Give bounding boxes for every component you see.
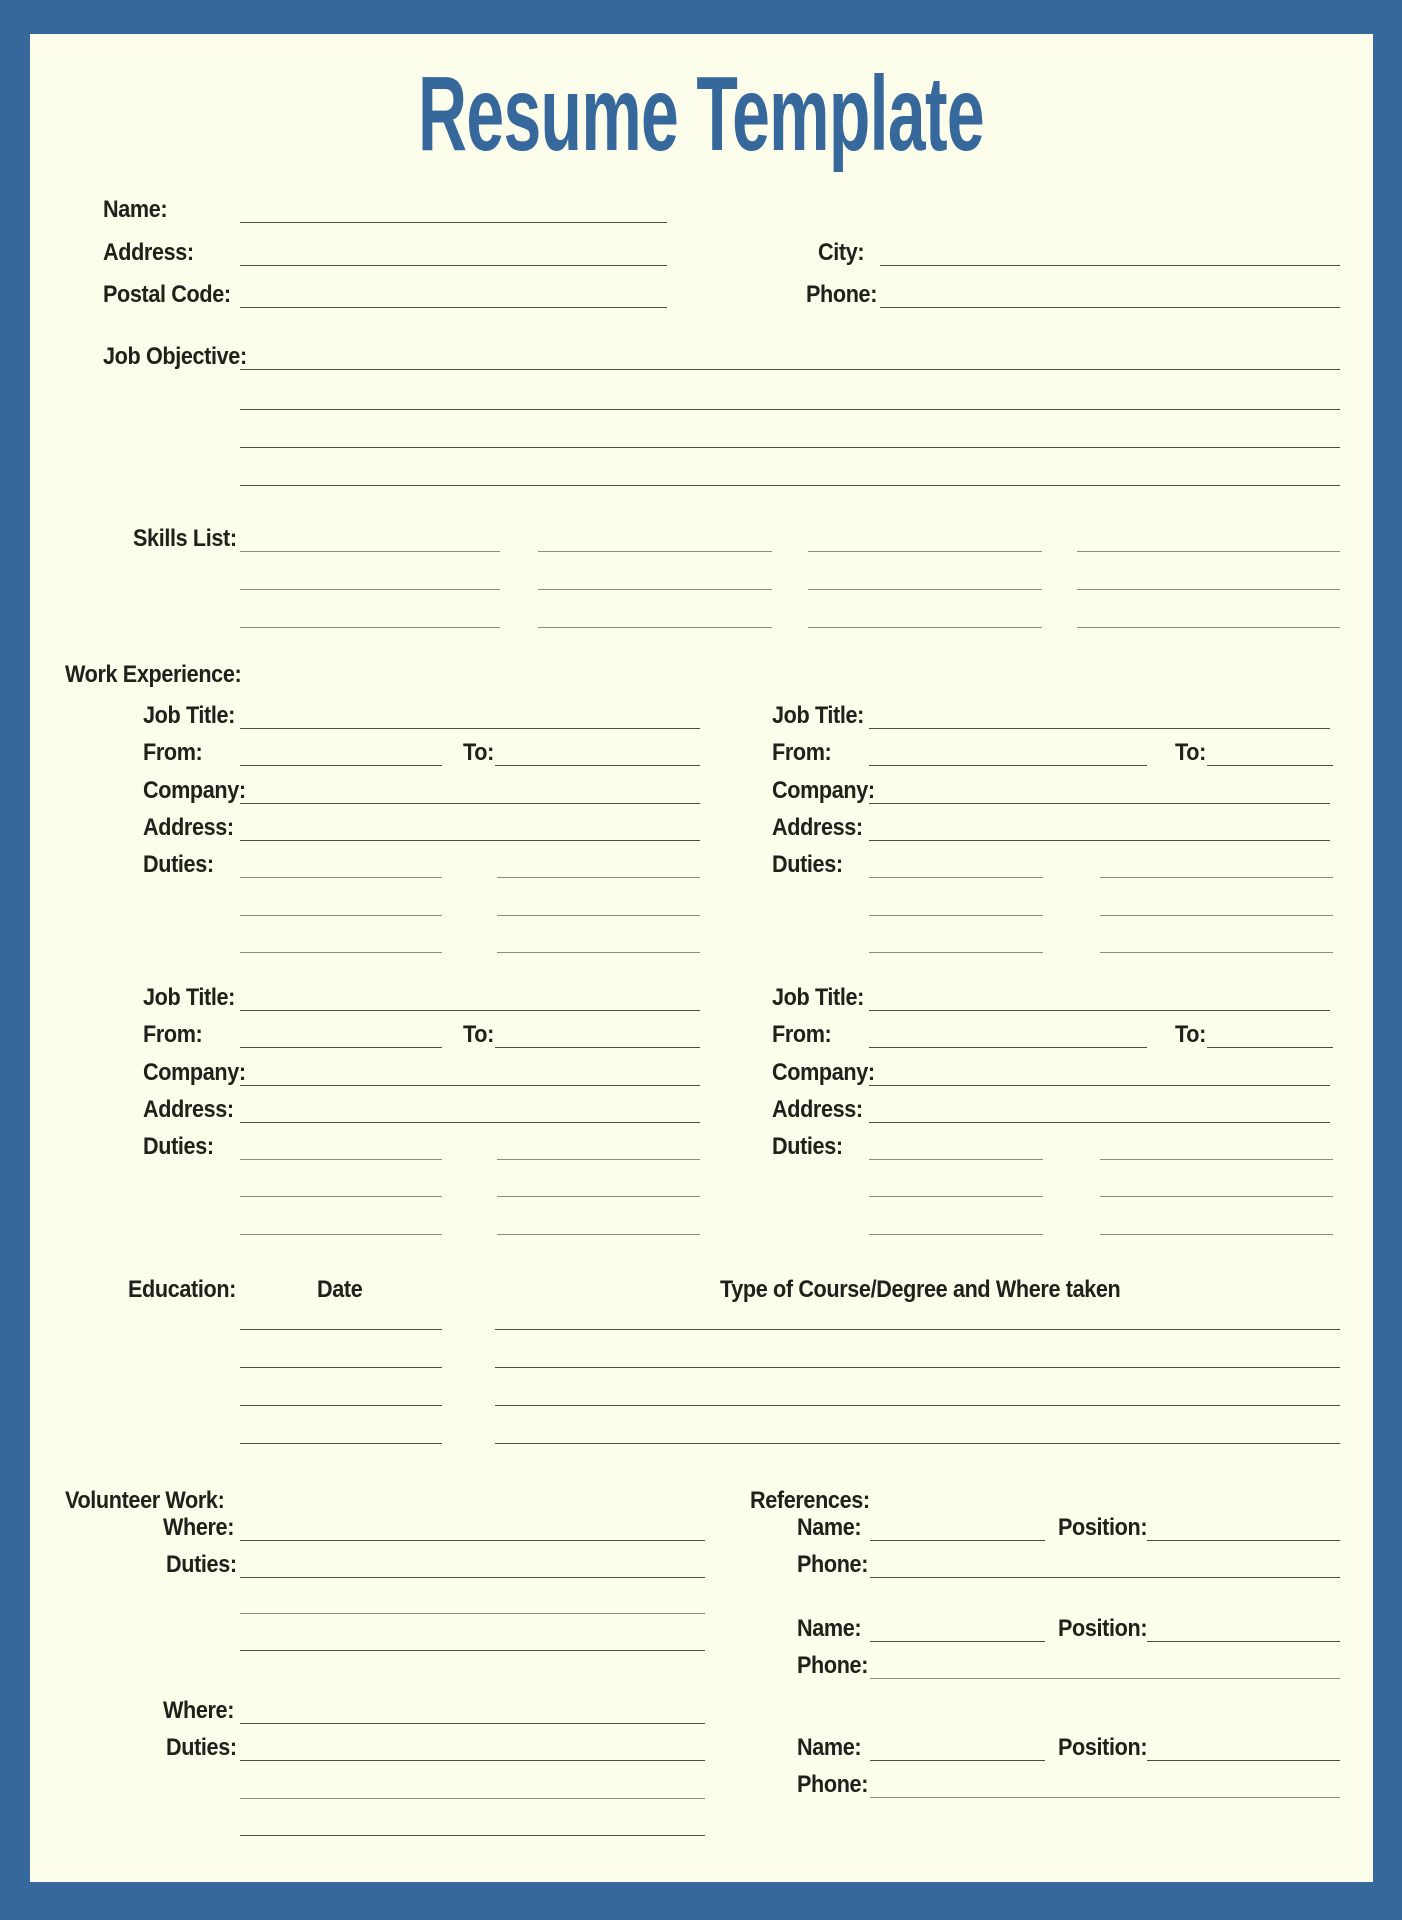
name-line bbox=[240, 222, 667, 223]
duties-line bbox=[1100, 877, 1333, 878]
reference-name-line bbox=[870, 1641, 1045, 1642]
duties-line bbox=[497, 877, 700, 878]
work-address-label: Address: bbox=[772, 814, 863, 841]
duties-line bbox=[1100, 952, 1333, 953]
work-address-label: Address: bbox=[143, 814, 234, 841]
work-address-line bbox=[869, 840, 1330, 841]
education-header: Education: bbox=[128, 1276, 236, 1303]
job-objective-line bbox=[240, 369, 1340, 370]
skills-list-label: Skills List: bbox=[133, 525, 237, 552]
education-date-line bbox=[240, 1329, 442, 1330]
duties-line bbox=[869, 1234, 1043, 1235]
company-line bbox=[240, 1085, 700, 1086]
company-line bbox=[869, 1085, 1330, 1086]
duties-line bbox=[1100, 915, 1333, 916]
volunteer-duties-label: Duties: bbox=[166, 1551, 237, 1578]
company-label: Company: bbox=[772, 777, 875, 804]
job-title-line bbox=[869, 1010, 1330, 1011]
duties-line bbox=[497, 1159, 700, 1160]
to-label: To: bbox=[1175, 739, 1206, 766]
duties-line bbox=[869, 915, 1043, 916]
duties-line bbox=[869, 952, 1043, 953]
from-label: From: bbox=[772, 1021, 832, 1048]
skills-line bbox=[1077, 627, 1340, 628]
reference-position-line bbox=[1147, 1641, 1340, 1642]
education-course-line bbox=[495, 1443, 1340, 1444]
job-title-label: Job Title: bbox=[143, 702, 236, 729]
reference-name-line bbox=[870, 1540, 1045, 1541]
from-line bbox=[869, 765, 1147, 766]
reference-name-label: Name: bbox=[797, 1734, 862, 1761]
volunteer-where-label: Where: bbox=[163, 1697, 235, 1724]
skills-line bbox=[538, 551, 772, 552]
skills-line bbox=[538, 589, 772, 590]
reference-name-line bbox=[870, 1760, 1045, 1761]
job-objective-line bbox=[240, 447, 1340, 448]
from-line bbox=[869, 1047, 1147, 1048]
reference-position-line bbox=[1147, 1540, 1340, 1541]
to-line bbox=[495, 765, 700, 766]
duties-line bbox=[1100, 1196, 1333, 1197]
work-address-label: Address: bbox=[772, 1096, 863, 1123]
reference-phone-label: Phone: bbox=[797, 1551, 869, 1578]
work-address-line bbox=[240, 1122, 700, 1123]
skills-line bbox=[240, 627, 500, 628]
duties-line bbox=[240, 1159, 442, 1160]
skills-line bbox=[808, 551, 1042, 552]
education-date-header: Date bbox=[317, 1276, 363, 1303]
skills-line bbox=[1077, 551, 1340, 552]
address-label: Address: bbox=[103, 239, 194, 266]
reference-position-label: Position: bbox=[1058, 1734, 1148, 1761]
volunteer-duties-label: Duties: bbox=[166, 1734, 237, 1761]
duties-line bbox=[869, 1196, 1043, 1197]
job-title-line bbox=[240, 1010, 700, 1011]
skills-line bbox=[808, 589, 1042, 590]
skills-line bbox=[1077, 589, 1340, 590]
name-label: Name: bbox=[103, 196, 168, 223]
job-title-label: Job Title: bbox=[772, 984, 865, 1011]
education-course-line bbox=[495, 1329, 1340, 1330]
company-label: Company: bbox=[143, 777, 246, 804]
from-line bbox=[240, 765, 442, 766]
work-address-label: Address: bbox=[143, 1096, 234, 1123]
duties-line bbox=[240, 1234, 442, 1235]
duties-line bbox=[240, 1196, 442, 1197]
reference-position-label: Position: bbox=[1058, 1514, 1148, 1541]
city-label: City: bbox=[818, 239, 865, 266]
phone-line bbox=[880, 307, 1340, 308]
duties-line bbox=[497, 1196, 700, 1197]
company-line bbox=[240, 803, 700, 804]
duties-line bbox=[1100, 1159, 1333, 1160]
duties-label: Duties: bbox=[143, 1133, 214, 1160]
volunteer-duties-line bbox=[240, 1577, 705, 1578]
job-objective-label: Job Objective: bbox=[103, 343, 247, 370]
duties-line bbox=[1100, 1234, 1333, 1235]
postal-code-label: Postal Code: bbox=[103, 281, 231, 308]
education-course-header: Type of Course/Degree and Where taken bbox=[720, 1276, 1121, 1303]
to-label: To: bbox=[463, 1021, 494, 1048]
reference-phone-line bbox=[870, 1577, 1340, 1578]
reference-position-line bbox=[1147, 1760, 1340, 1761]
job-title-line bbox=[869, 728, 1330, 729]
skills-line bbox=[538, 627, 772, 628]
volunteer-duties-line bbox=[240, 1835, 705, 1836]
from-label: From: bbox=[143, 1021, 203, 1048]
to-line bbox=[1207, 1047, 1333, 1048]
duties-line bbox=[240, 952, 442, 953]
reference-name-label: Name: bbox=[797, 1514, 862, 1541]
duties-line bbox=[240, 877, 442, 878]
volunteer-duties-line bbox=[240, 1798, 705, 1799]
reference-phone-line bbox=[870, 1797, 1340, 1798]
duties-line bbox=[240, 915, 442, 916]
address-line bbox=[240, 265, 667, 266]
volunteer-duties-line bbox=[240, 1613, 705, 1614]
reference-phone-label: Phone: bbox=[797, 1652, 869, 1679]
reference-phone-label: Phone: bbox=[797, 1771, 869, 1798]
reference-phone-line bbox=[870, 1678, 1340, 1679]
to-line bbox=[1207, 765, 1333, 766]
reference-position-label: Position: bbox=[1058, 1615, 1148, 1642]
volunteer-duties-line bbox=[240, 1760, 705, 1761]
education-date-line bbox=[240, 1443, 442, 1444]
page-background bbox=[30, 34, 1373, 1882]
company-label: Company: bbox=[772, 1059, 875, 1086]
company-label: Company: bbox=[143, 1059, 246, 1086]
education-date-line bbox=[240, 1367, 442, 1368]
education-course-line bbox=[495, 1405, 1340, 1406]
volunteer-duties-line bbox=[240, 1650, 705, 1651]
volunteer-where-line bbox=[240, 1723, 705, 1724]
phone-label: Phone: bbox=[806, 281, 878, 308]
skills-line bbox=[240, 589, 500, 590]
to-label: To: bbox=[463, 739, 494, 766]
duties-label: Duties: bbox=[772, 851, 843, 878]
duties-label: Duties: bbox=[143, 851, 214, 878]
work-address-line bbox=[869, 1122, 1330, 1123]
from-label: From: bbox=[143, 739, 203, 766]
volunteer-work-header: Volunteer Work: bbox=[65, 1487, 225, 1514]
city-line bbox=[880, 265, 1340, 266]
job-objective-line bbox=[240, 485, 1340, 486]
skills-line bbox=[240, 551, 500, 552]
job-objective-line bbox=[240, 409, 1340, 410]
education-date-line bbox=[240, 1405, 442, 1406]
duties-line bbox=[869, 877, 1043, 878]
page-title: Resume Template bbox=[418, 55, 984, 173]
volunteer-where-label: Where: bbox=[163, 1514, 235, 1541]
job-title-line bbox=[240, 728, 700, 729]
volunteer-where-line bbox=[240, 1540, 705, 1541]
job-title-label: Job Title: bbox=[143, 984, 236, 1011]
from-line bbox=[240, 1047, 442, 1048]
duties-line bbox=[869, 1159, 1043, 1160]
references-header: References: bbox=[750, 1487, 870, 1514]
work-experience-header: Work Experience: bbox=[65, 661, 242, 688]
duties-line bbox=[497, 1234, 700, 1235]
skills-line bbox=[808, 627, 1042, 628]
work-address-line bbox=[240, 840, 700, 841]
to-label: To: bbox=[1175, 1021, 1206, 1048]
duties-line bbox=[497, 915, 700, 916]
education-course-line bbox=[495, 1367, 1340, 1368]
postal-code-line bbox=[240, 307, 667, 308]
duties-line bbox=[497, 952, 700, 953]
job-title-label: Job Title: bbox=[772, 702, 865, 729]
duties-label: Duties: bbox=[772, 1133, 843, 1160]
company-line bbox=[869, 803, 1330, 804]
from-label: From: bbox=[772, 739, 832, 766]
reference-name-label: Name: bbox=[797, 1615, 862, 1642]
to-line bbox=[495, 1047, 700, 1048]
